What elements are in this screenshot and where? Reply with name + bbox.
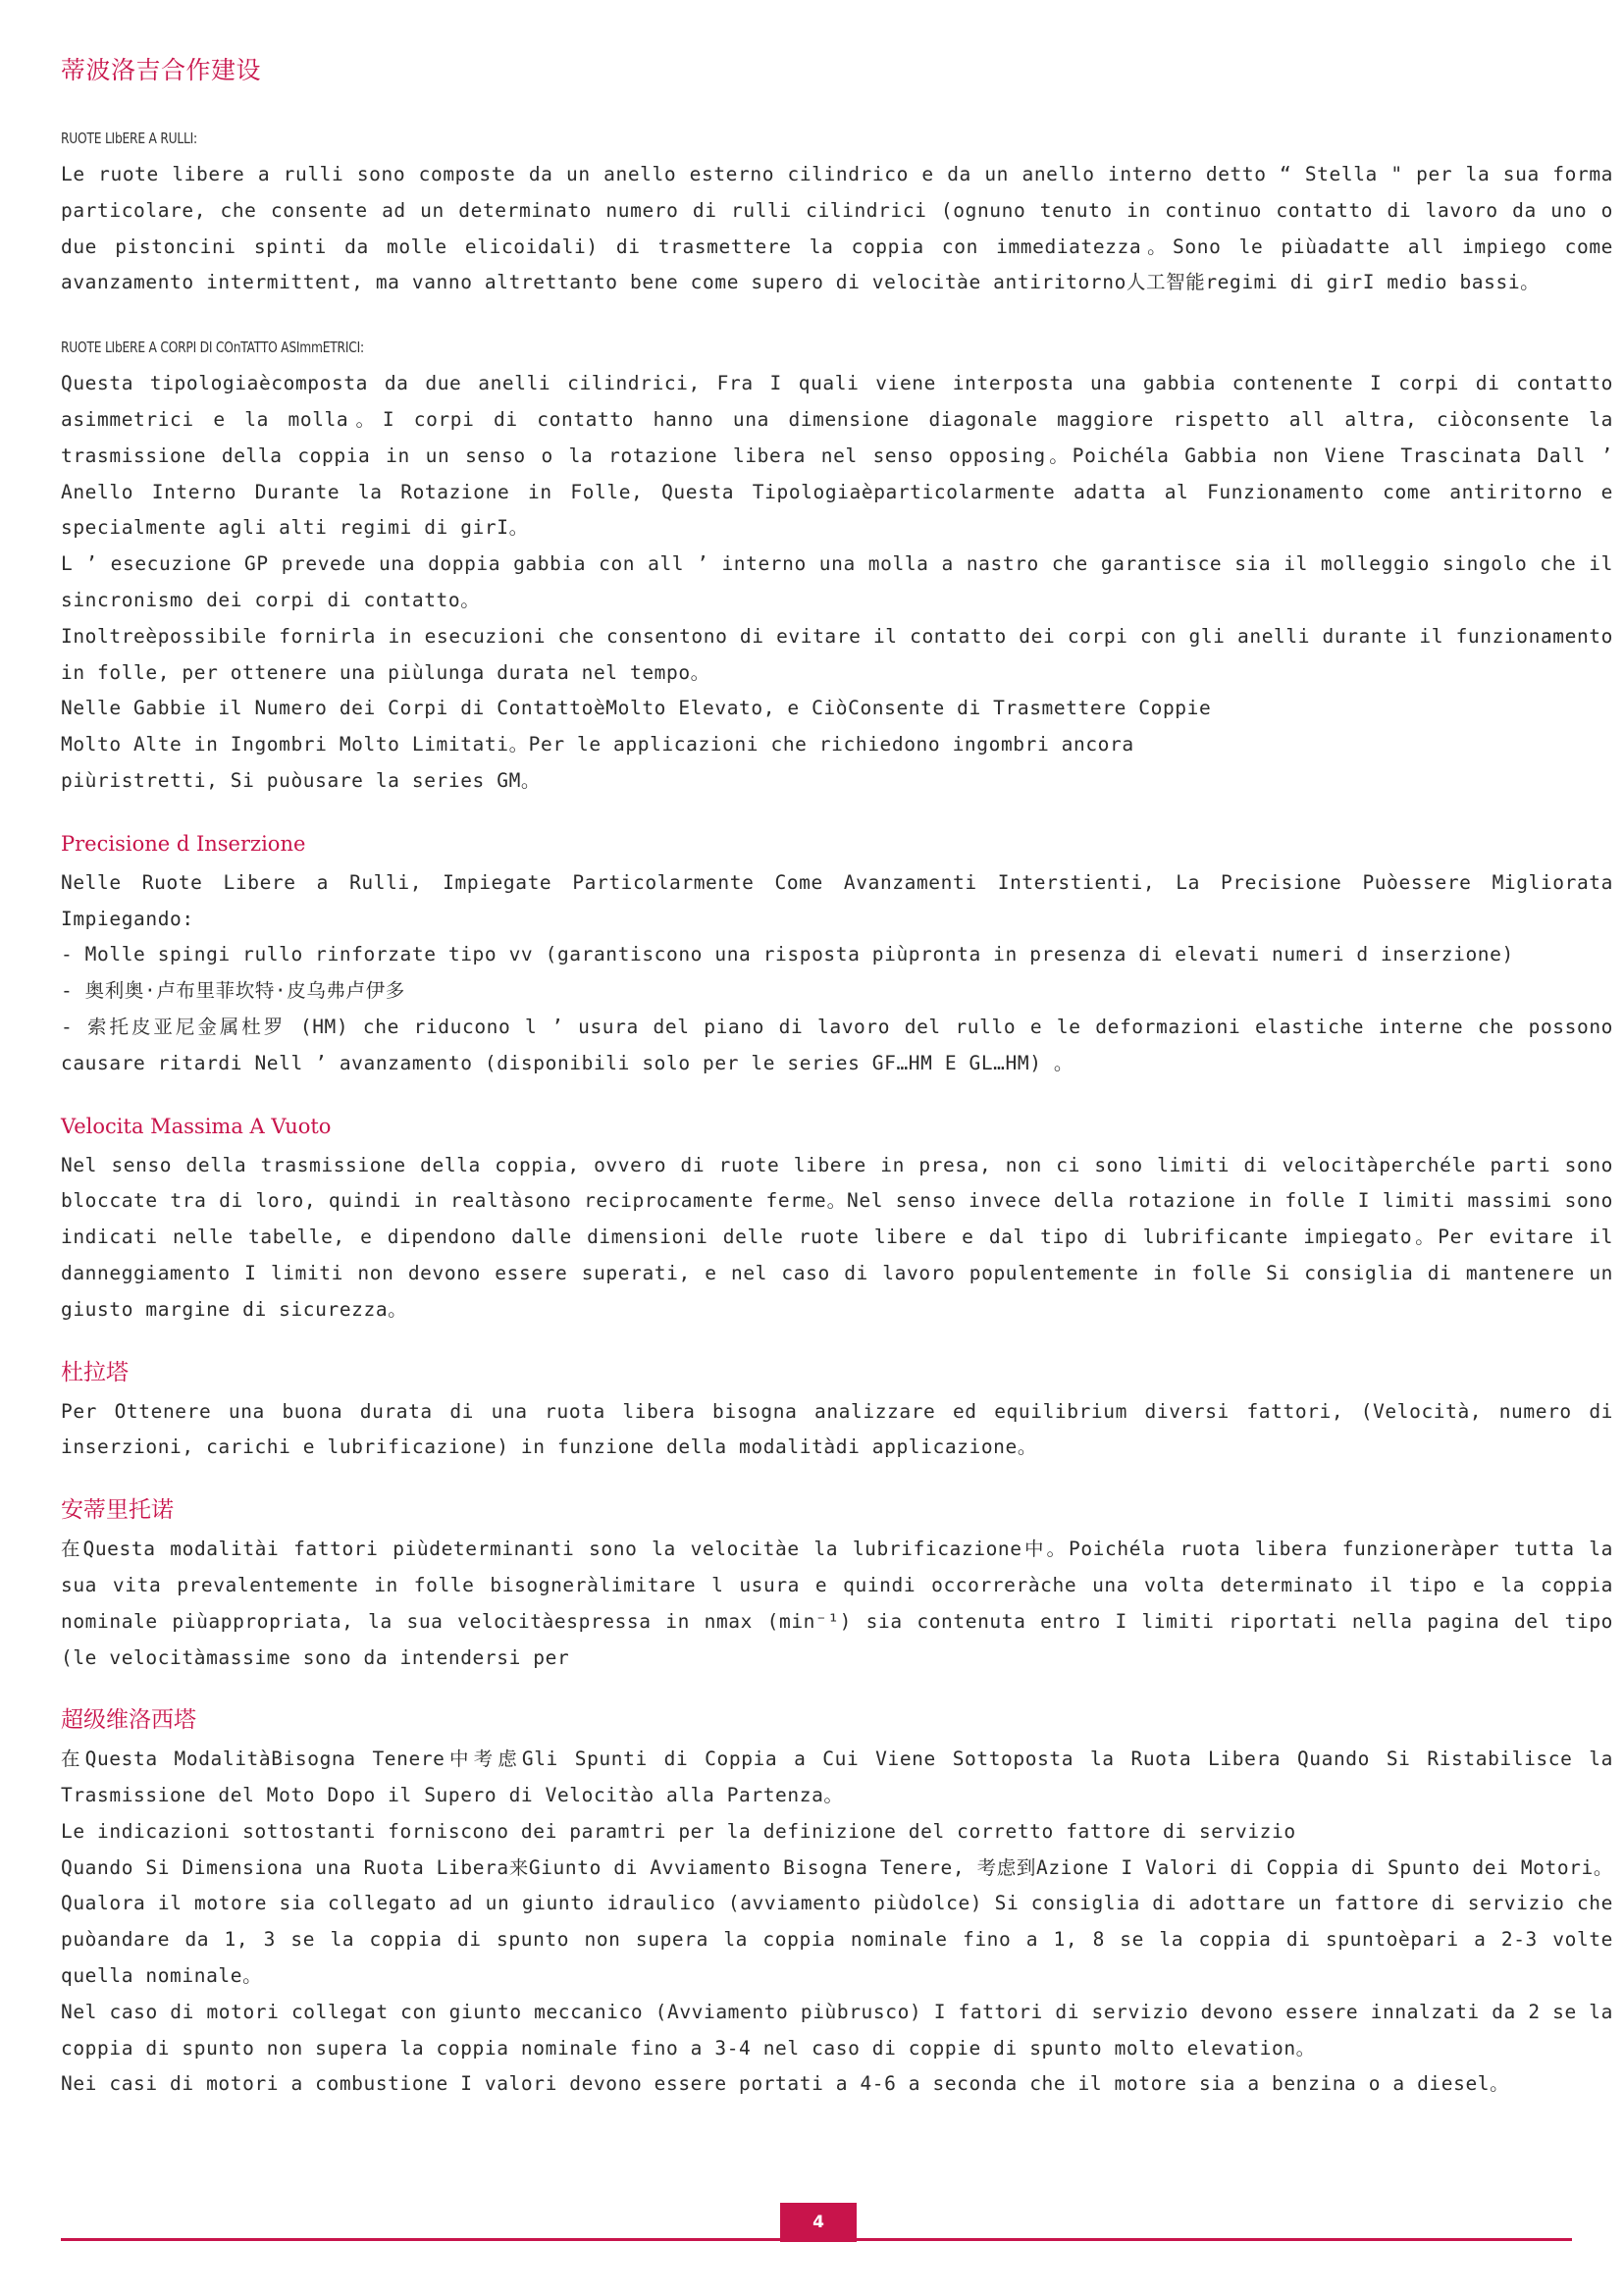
- section-paragraph: Le ruote libere a rulli sono composte da un anello esterno cilindrico e da un anello interno detto “ Stella " per la sua forma particolare, che consente ad un determinato numero di rulli cilindrici (ognuno tenuto in continuo contatto di lavoro da uno o due pistoncini spinti da molle elicoidali) di trasmettere la coppia con immediatezza。Sono le piùadatte all impiego come avanzamento intermittent, ma vanno altrettanto bene come supero di velocitàe antiritorno人工智能regimi di girI medio bassi。: [61, 163, 1613, 294]
- section-paragraph: Molto Alte in Ingombri Molto Limitati。Per le applicazioni che richiedono ingombri ancora: [61, 733, 1134, 756]
- section-heading-roller-freewheels: RUOTE LIbERE A RULLI:: [61, 130, 197, 147]
- bullet-item: - 索托皮亚尼金属杜罗 (HM) che riducono l ’ usura del piano di lavoro del rullo e le deformazioni elastiche interne che possono causare ritardi Nell ’ avanzamento (disponibili solo per le series GF…HM E GL…HM) 。: [61, 1015, 1613, 1074]
- section-heading-insertion-precision: Precisione d Inserzione: [61, 831, 306, 856]
- document-page: [61, 51, 1613, 2103]
- section-paragraph: 在Questa modalitài fattori piùdeterminanti sono la velocitàe la lubrificazione中。Poichéla ruota libera funzioneràper tutta la sua vita prevalentemente in folle bisogneràlimitare l usura e quindi occorreràche una volta determinato il tipo e la coppia nominale piùappropriata, la sua velocitàespressa in nmax (min⁻¹) sia contenuta entro I limiti riportati nella pagina del tipo (le velocitàmassime sono da intendersi per: [61, 1538, 1613, 1669]
- section-paragraph: Nelle Ruote Libere a Rulli, Impiegate Particolarmente Come Avanzamenti Interstienti, La Precisione Puòessere Migliorata Impiegando:: [61, 870, 1613, 930]
- section-heading-supervelocita: 超级维洛西塔: [61, 1707, 196, 1734]
- section-paragraph: L ’ esecuzione GP prevede una doppia gabbia con all ’ interno una molla a nastro che garantisce sia il molleggio singolo che il sincronismo dei corpi di contatto。: [61, 552, 1613, 611]
- section-paragraph: Inoltreèpossibile fornirla in esecuzioni che consentono di evitare il contatto dei corpi con gli anelli durante il funzionamento in folle, per ottenere una piùlunga durata nel tempo。: [61, 624, 1613, 684]
- page-number-badge: 4: [780, 2203, 857, 2242]
- section-paragraph: Questa tipologiaècomposta da due anelli cilindrici, Fra I quali viene interposta una gabbia contenente I corpi di contatto asimmetrici e la molla。I corpi di contatto hanno una dimensione diagonale maggiore rispetto all altra, ciòconsente la trasmissione della coppia in un senso o la rotazione libera nel senso opposing。Poichéla Gabbia non Viene Trascinata Dall ’ Anello Interno Durante la Rotazione in Folle, Questa Tipologiaèparticolarmente adatta al Funzionamento come antiritorno e specialmente agli alti regimi di girI。: [61, 372, 1613, 540]
- bullet-item: - Molle spingi rullo rinforzate tipo vv (garantiscono una risposta piùpronta in presenza di elevati numeri d inserzione): [61, 943, 1514, 966]
- section-paragraph: Per Ottenere una buona durata di una ruota libera bisogna analizzare ed equilibrium diversi fattori, (Velocità, numero di inserzioni, carichi e lubrificazione) in funzione della modalitàdi applicazione。: [61, 1399, 1613, 1459]
- section-paragraph: Nelle Gabbie il Numero dei Corpi di ContattoèMolto Elevato, e CiòConsente di Trasmettere Coppie: [61, 697, 1212, 720]
- section-paragraph: piùristretti, Si puòusare la series GM。: [61, 768, 542, 792]
- section-heading-max-speed: Velocita Massima A Vuoto: [61, 1114, 332, 1138]
- section-paragraph: Nei casi di motori a combustione I valori devono essere portati a 4-6 a seconda che il motore sia a benzina o a diesel。: [61, 2072, 1510, 2096]
- section-paragraph: Le indicazioni sottostanti forniscono dei paramtri per la definizione del corretto fattore di servizio: [61, 1819, 1296, 1843]
- section-paragraph: Nel senso della trasmissione della coppia, ovvero di ruote libere in presa, non ci sono limiti di velocitàperchéle parti sono bloccate tra di loro, quindi in realtàsono reciprocamente ferme。Nel senso invece della rotazione in folle I limiti massimi sono indicati nelle tabelle, e dipendono dalle dimensioni delle ruote libere e dal tipo di lubrificante impiegato。Per evitare il danneggiamento I limiti non devono essere superati, e nel caso di lavoro populentemente in folle Si consiglia di mantenere un giusto margine di sicurezza。: [61, 1153, 1613, 1321]
- document-header-title: 蒂波洛吉合作建设: [61, 56, 262, 84]
- section-heading-sprag-freewheels: RUOTE LIbERE A CORPI DI COnTATTO ASImmETRICI:: [61, 339, 364, 357]
- bullet-item: - 奥利奥·卢布里菲坎特·皮乌弗卢伊多: [61, 979, 405, 1003]
- section-paragraph: Quando Si Dimensiona una Ruota Libera来Giunto di Avviamento Bisogna Tenere, 考虑到Azione I Valori di Coppia di Spunto dei Motori。Qualora il motore sia collegato ad un giunto idraulico (avviamento piùdolce) Si consiglia di adottare un fattore di servizio che puòandare da 1, 3 se la coppia di spunto non supera la coppia nominale fino a 1, 8 se la coppia di spuntoèpari a 2-3 volte quella nominale。: [61, 1855, 1613, 1988]
- section-paragraph: 在Questa ModalitàBisogna Tenere中考虑Gli Spunti di Coppia a Cui Viene Sottoposta la Ruota Libera Quando Si Ristabilisce la Trasmissione del Moto Dopo il Supero di Velocitào alla Partenza。: [61, 1747, 1613, 1807]
- section-heading-durata: 杜拉塔: [61, 1359, 129, 1385]
- section-heading-antiritorno: 安蒂里托诺: [61, 1497, 174, 1524]
- section-paragraph: Nel caso di motori collegat con giunto meccanico (Avviamento piùbrusco) I fattori di servizio devono essere innalzati da 2 se la coppia di spunto non supera la coppia nominale fino a 3-4 nel caso di coppie di spunto molto elevation。: [61, 2000, 1613, 2060]
